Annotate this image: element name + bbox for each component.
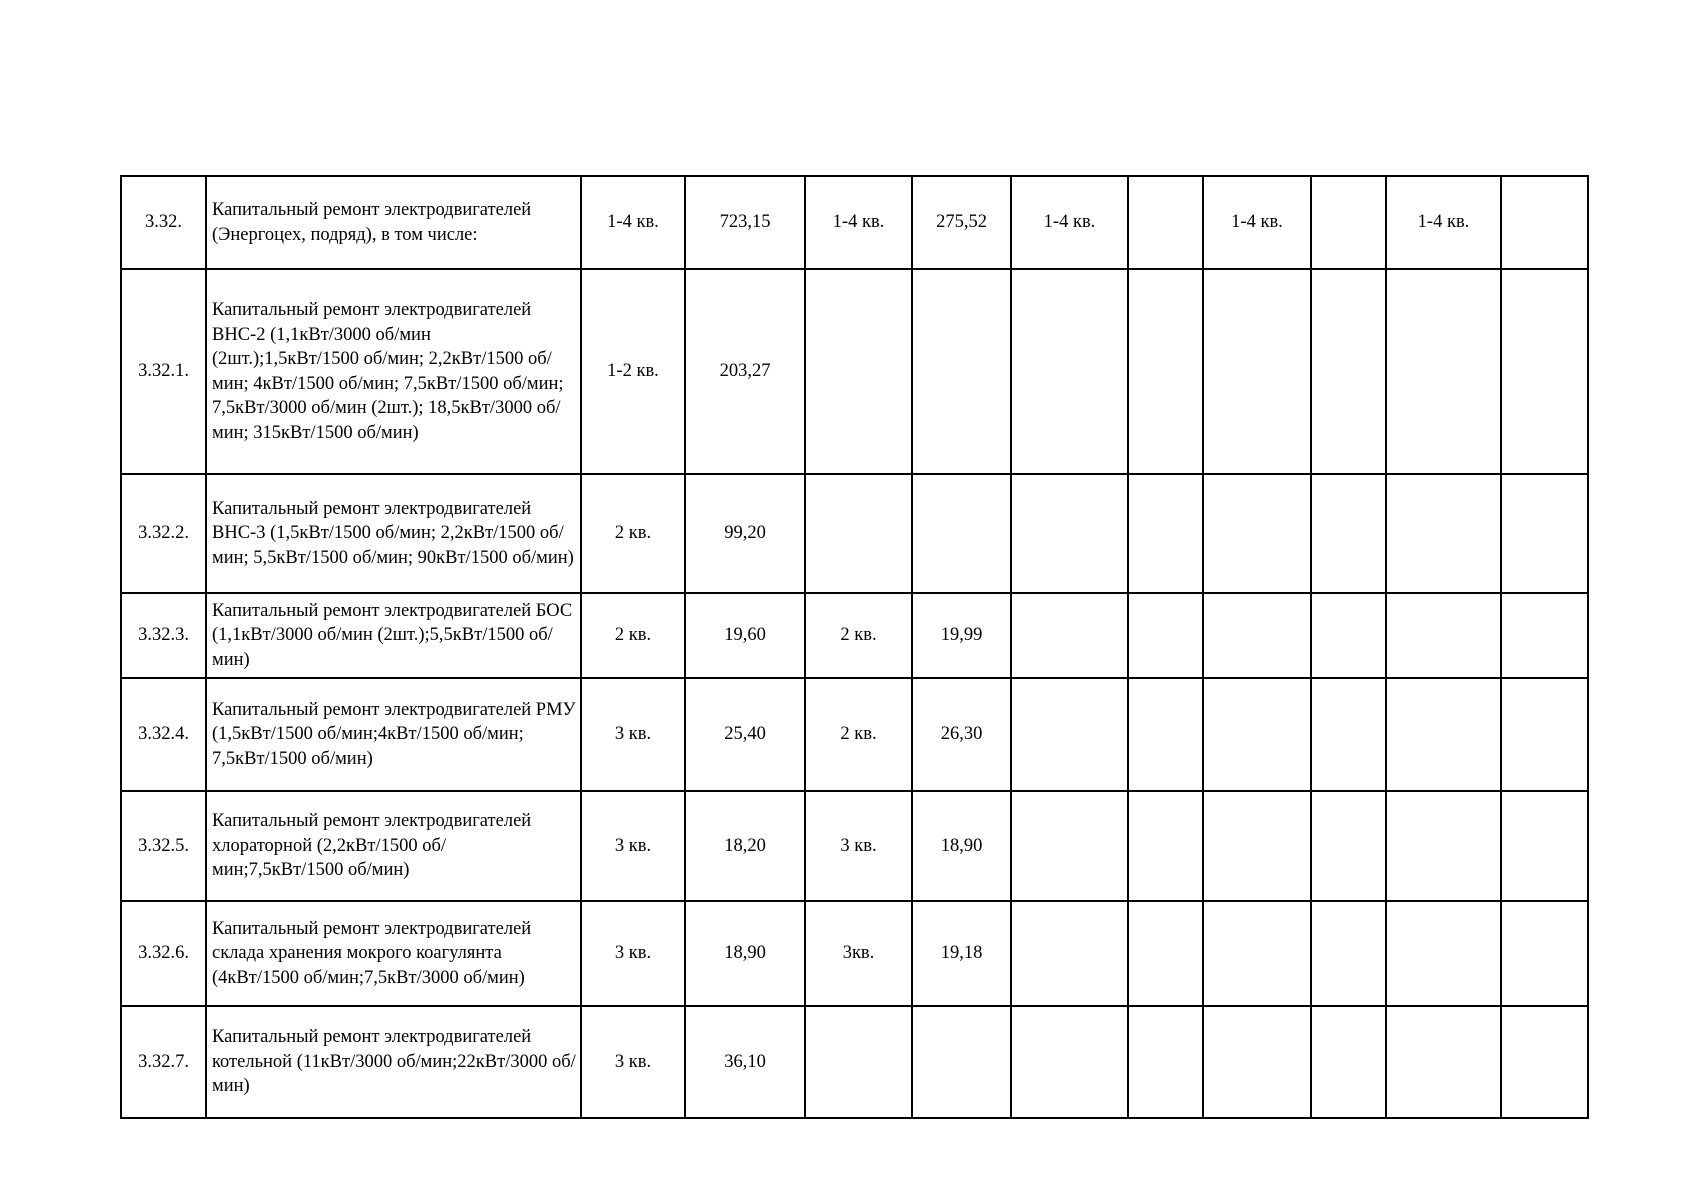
row-number: 3.32.6.	[121, 901, 206, 1006]
row-number: 3.32.1.	[121, 269, 206, 474]
cell-period-3	[1011, 269, 1128, 474]
cell-amount-4	[1311, 901, 1386, 1006]
cell-amount-3	[1128, 176, 1203, 269]
cell-period-5: 1-4 кв.	[1386, 176, 1501, 269]
work-description: Капитальный ремонт электродвигателей ВНС-2 (1,1кВт/3000 об/мин (2шт.);1,5кВт/1500 об/мин; 2,2кВт/1500 об/мин; 4кВт/1500 об/мин; 7,5кВт/1500 об/мин; 7,5кВт/3000 об/мин (2шт.); 18,5кВт/3000 об/мин; 315кВт/1500 об/мин)	[206, 269, 581, 474]
row-number: 3.32.3.	[121, 593, 206, 678]
cell-amount-2: 26,30	[912, 678, 1011, 791]
cell-amount-1: 723,15	[685, 176, 805, 269]
cell-period-2	[805, 474, 912, 593]
cell-period-2: 1-4 кв.	[805, 176, 912, 269]
cell-period-1: 3 кв.	[581, 678, 685, 791]
cell-amount-2: 18,90	[912, 791, 1011, 901]
cell-amount-1: 203,27	[685, 269, 805, 474]
cell-period-3	[1011, 791, 1128, 901]
cell-period-1: 3 кв.	[581, 1006, 685, 1118]
cell-period-2: 3 кв.	[805, 791, 912, 901]
cell-amount-2	[912, 269, 1011, 474]
cell-period-4	[1203, 678, 1311, 791]
cell-period-2: 2 кв.	[805, 593, 912, 678]
row-number: 3.32.5.	[121, 791, 206, 901]
cell-period-4	[1203, 269, 1311, 474]
cell-amount-3	[1128, 678, 1203, 791]
work-description: Капитальный ремонт электродвигателей (Энергоцех, подряд), в том числе:	[206, 176, 581, 269]
cell-period-5	[1386, 791, 1501, 901]
cell-period-5	[1386, 678, 1501, 791]
table-body	[121, 176, 1588, 1118]
table-row	[121, 901, 1588, 1006]
cell-amount-5	[1501, 678, 1588, 791]
cell-amount-4	[1311, 269, 1386, 474]
cell-amount-1: 19,60	[685, 593, 805, 678]
work-description: Капитальный ремонт электродвигателей РМУ (1,5кВт/1500 об/мин;4кВт/1500 об/мин; 7,5кВт/1500 об/мин)	[206, 678, 581, 791]
table-row	[121, 791, 1588, 901]
cell-amount-4	[1311, 791, 1386, 901]
row-number: 3.32.2.	[121, 474, 206, 593]
cell-period-1: 3 кв.	[581, 901, 685, 1006]
cell-period-4: 1-4 кв.	[1203, 176, 1311, 269]
cell-amount-2	[912, 1006, 1011, 1118]
cell-period-4	[1203, 1006, 1311, 1118]
cell-amount-5	[1501, 176, 1588, 269]
cell-period-1: 2 кв.	[581, 474, 685, 593]
cell-period-4	[1203, 791, 1311, 901]
cell-amount-4	[1311, 678, 1386, 791]
cell-amount-3	[1128, 474, 1203, 593]
cell-period-3	[1011, 901, 1128, 1006]
cell-period-2: 3кв.	[805, 901, 912, 1006]
work-description: Капитальный ремонт электродвигателей хлораторной (2,2кВт/1500 об/мин;7,5кВт/1500 об/мин)	[206, 791, 581, 901]
cell-period-3	[1011, 593, 1128, 678]
row-number: 3.32.4.	[121, 678, 206, 791]
cell-amount-1: 25,40	[685, 678, 805, 791]
table-row	[121, 678, 1588, 791]
cell-amount-4	[1311, 1006, 1386, 1118]
table-row	[121, 474, 1588, 593]
cell-period-3	[1011, 1006, 1128, 1118]
cell-amount-4	[1311, 593, 1386, 678]
cell-amount-3	[1128, 593, 1203, 678]
cell-amount-3	[1128, 269, 1203, 474]
table-row	[121, 176, 1588, 269]
cell-amount-1: 18,20	[685, 791, 805, 901]
cell-period-4	[1203, 901, 1311, 1006]
table-row	[121, 269, 1588, 474]
cell-amount-3	[1128, 1006, 1203, 1118]
cell-amount-1: 18,90	[685, 901, 805, 1006]
table-row	[121, 593, 1588, 678]
cell-period-2	[805, 269, 912, 474]
table-row	[121, 1006, 1588, 1118]
cell-amount-5	[1501, 474, 1588, 593]
work-description: Капитальный ремонт электродвигателей котельной (11кВт/3000 об/мин;22кВт/3000 об/мин)	[206, 1006, 581, 1118]
cell-period-5	[1386, 593, 1501, 678]
cell-amount-5	[1501, 269, 1588, 474]
cell-period-1: 1-4 кв.	[581, 176, 685, 269]
cell-period-1: 3 кв.	[581, 791, 685, 901]
cell-amount-2	[912, 474, 1011, 593]
work-description: Капитальный ремонт электродвигателей склада хранения мокрого коагулянта (4кВт/1500 об/мин;7,5кВт/3000 об/мин)	[206, 901, 581, 1006]
cell-period-5	[1386, 1006, 1501, 1118]
cell-period-2: 2 кв.	[805, 678, 912, 791]
cell-period-1: 1-2 кв.	[581, 269, 685, 474]
cell-period-2	[805, 1006, 912, 1118]
work-description: Капитальный ремонт электродвигателей ВНС-3 (1,5кВт/1500 об/мин; 2,2кВт/1500 об/мин; 5,5кВт/1500 об/мин; 90кВт/1500 об/мин)	[206, 474, 581, 593]
cell-amount-5	[1501, 1006, 1588, 1118]
work-description: Капитальный ремонт электродвигателей БОС (1,1кВт/3000 об/мин (2шт.);5,5кВт/1500 об/мин)	[206, 593, 581, 678]
cell-period-3: 1-4 кв.	[1011, 176, 1128, 269]
cell-amount-3	[1128, 901, 1203, 1006]
cell-period-5	[1386, 269, 1501, 474]
cell-amount-2: 19,99	[912, 593, 1011, 678]
cell-amount-1: 36,10	[685, 1006, 805, 1118]
cell-amount-1: 99,20	[685, 474, 805, 593]
row-number: 3.32.7.	[121, 1006, 206, 1118]
cell-period-1: 2 кв.	[581, 593, 685, 678]
cell-period-4	[1203, 474, 1311, 593]
cell-amount-2: 275,52	[912, 176, 1011, 269]
cell-period-3	[1011, 474, 1128, 593]
cell-amount-5	[1501, 901, 1588, 1006]
cell-period-5	[1386, 474, 1501, 593]
cell-amount-3	[1128, 791, 1203, 901]
cell-period-4	[1203, 593, 1311, 678]
cell-period-3	[1011, 678, 1128, 791]
repair-plan-table	[120, 175, 1589, 1119]
cell-amount-5	[1501, 593, 1588, 678]
cell-period-5	[1386, 901, 1501, 1006]
cell-amount-4	[1311, 474, 1386, 593]
cell-amount-4	[1311, 176, 1386, 269]
cell-amount-2: 19,18	[912, 901, 1011, 1006]
row-number: 3.32.	[121, 176, 206, 269]
cell-amount-5	[1501, 791, 1588, 901]
